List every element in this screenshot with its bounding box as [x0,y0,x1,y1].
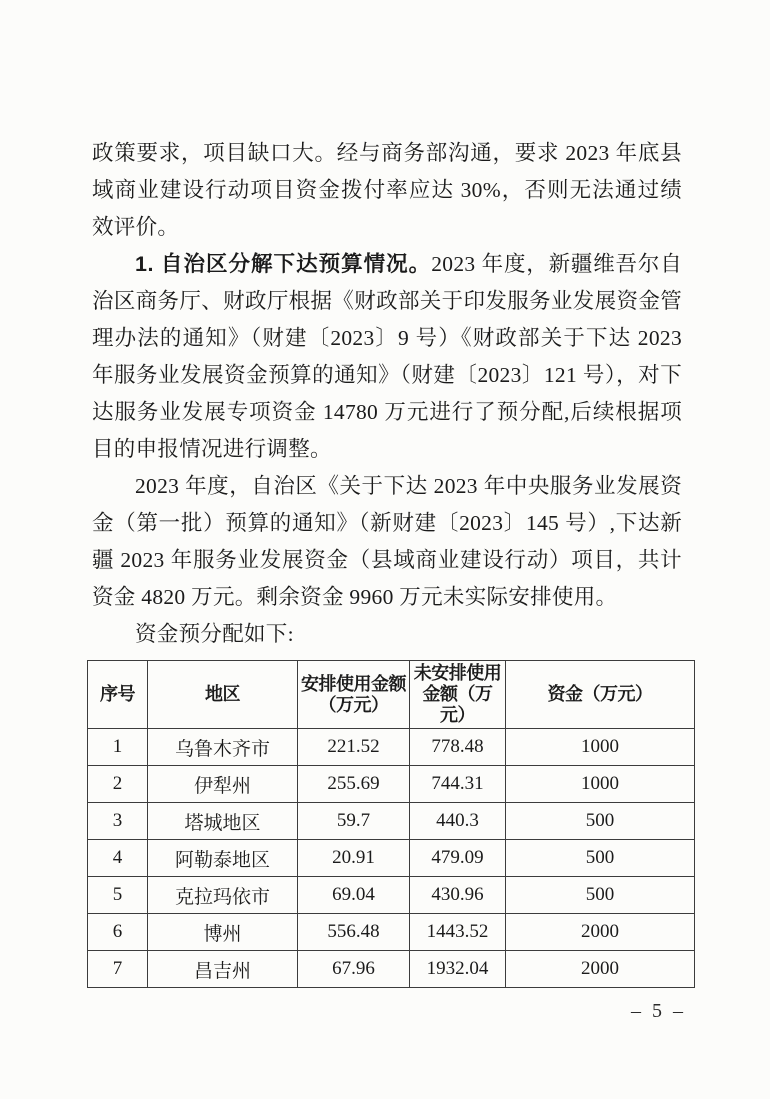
page-number: – 5 – [631,1000,686,1022]
index-cell: 3 [88,803,148,840]
fund-cell: 1000 [506,766,695,803]
fund-allocation-table-body [88,729,695,988]
index-cell: 1 [88,729,148,766]
header-row [88,661,695,729]
header-index: 序号 [88,661,148,729]
fund-cell: 500 [506,877,695,914]
index-cell: 4 [88,840,148,877]
arranged-amount-cell: 221.52 [298,729,410,766]
arranged-amount-cell: 20.91 [298,840,410,877]
fund-cell: 2000 [506,951,695,988]
header-region: 地区 [148,661,298,729]
table-row [88,766,695,803]
section-heading-budget-breakdown: 1. 自治区分解下达预算情况。 [135,252,432,276]
unarranged-amount-cell: 778.48 [410,729,506,766]
arranged-amount-cell: 69.04 [298,877,410,914]
region-cell: 阿勒泰地区 [148,840,298,877]
index-cell: 7 [88,951,148,988]
fund-cell: 500 [506,803,695,840]
unarranged-amount-cell: 1932.04 [410,951,506,988]
region-cell: 博州 [148,914,298,951]
index-cell: 5 [88,877,148,914]
region-cell: 塔城地区 [148,803,298,840]
region-cell: 乌鲁木齐市 [148,729,298,766]
document-body [92,135,682,988]
paragraph-table-intro: 资金预分配如下: [135,622,294,646]
region-cell: 克拉玛依市 [148,877,298,914]
region-cell: 昌吉州 [148,951,298,988]
paragraph-fund-issuance: 2023 年度，自治区《关于下达 2023 年中央服务业发展资金（第一批）预算的通知》（新财建〔2023〕145 号）,下达新疆 2023 年服务业发展资金（县域商业建设行动）项目，共计资金 4820 万元。剩余资金 9960 万元未实际安排使用。 [92,474,682,609]
paragraph-budget-breakdown [92,246,682,468]
table-row [88,840,695,877]
header-unarranged-amount: 未安排使用金额（万元） [410,661,506,729]
index-cell: 2 [88,766,148,803]
region-cell: 伊犁州 [148,766,298,803]
header-fund: 资金（万元） [506,661,695,729]
unarranged-amount-cell: 440.3 [410,803,506,840]
unarranged-amount-cell: 1443.52 [410,914,506,951]
arranged-amount-cell: 556.48 [298,914,410,951]
fund-cell: 500 [506,840,695,877]
table-row [88,729,695,766]
arranged-amount-cell: 67.96 [298,951,410,988]
fund-cell: 2000 [506,914,695,951]
arranged-amount-cell: 59.7 [298,803,410,840]
header-arranged-amount: 安排使用金额（万元） [298,661,410,729]
unarranged-amount-cell: 744.31 [410,766,506,803]
table-row [88,914,695,951]
fund-allocation-table-header [88,661,695,729]
fund-cell: 1000 [506,729,695,766]
index-cell: 6 [88,914,148,951]
table-row [88,877,695,914]
fund-allocation-table [87,660,695,988]
table-row [88,803,695,840]
arranged-amount-cell: 255.69 [298,766,410,803]
unarranged-amount-cell: 430.96 [410,877,506,914]
paragraph-policy-requirement: 政策要求，项目缺口大。经与商务部沟通，要求 2023 年底县域商业建设行动项目资金拨付率应达 30%，否则无法通过绩效评价。 [92,141,682,239]
unarranged-amount-cell: 479.09 [410,840,506,877]
table-row [88,951,695,988]
paragraph-budget-breakdown-text: 2023 年度，新疆维吾尔自治区商务厅、财政厅根据《财政部关于印发服务业发展资金管理办法的通知》（财建〔2023〕9 号）《财政部关于下达 2023 年服务业发展资金预算的通知》（财建〔2023〕121 号），对下达服务业发展专项资金 14780 万元进行了预分配,后续根据项目的申报情况进行调整。 [92,252,683,461]
